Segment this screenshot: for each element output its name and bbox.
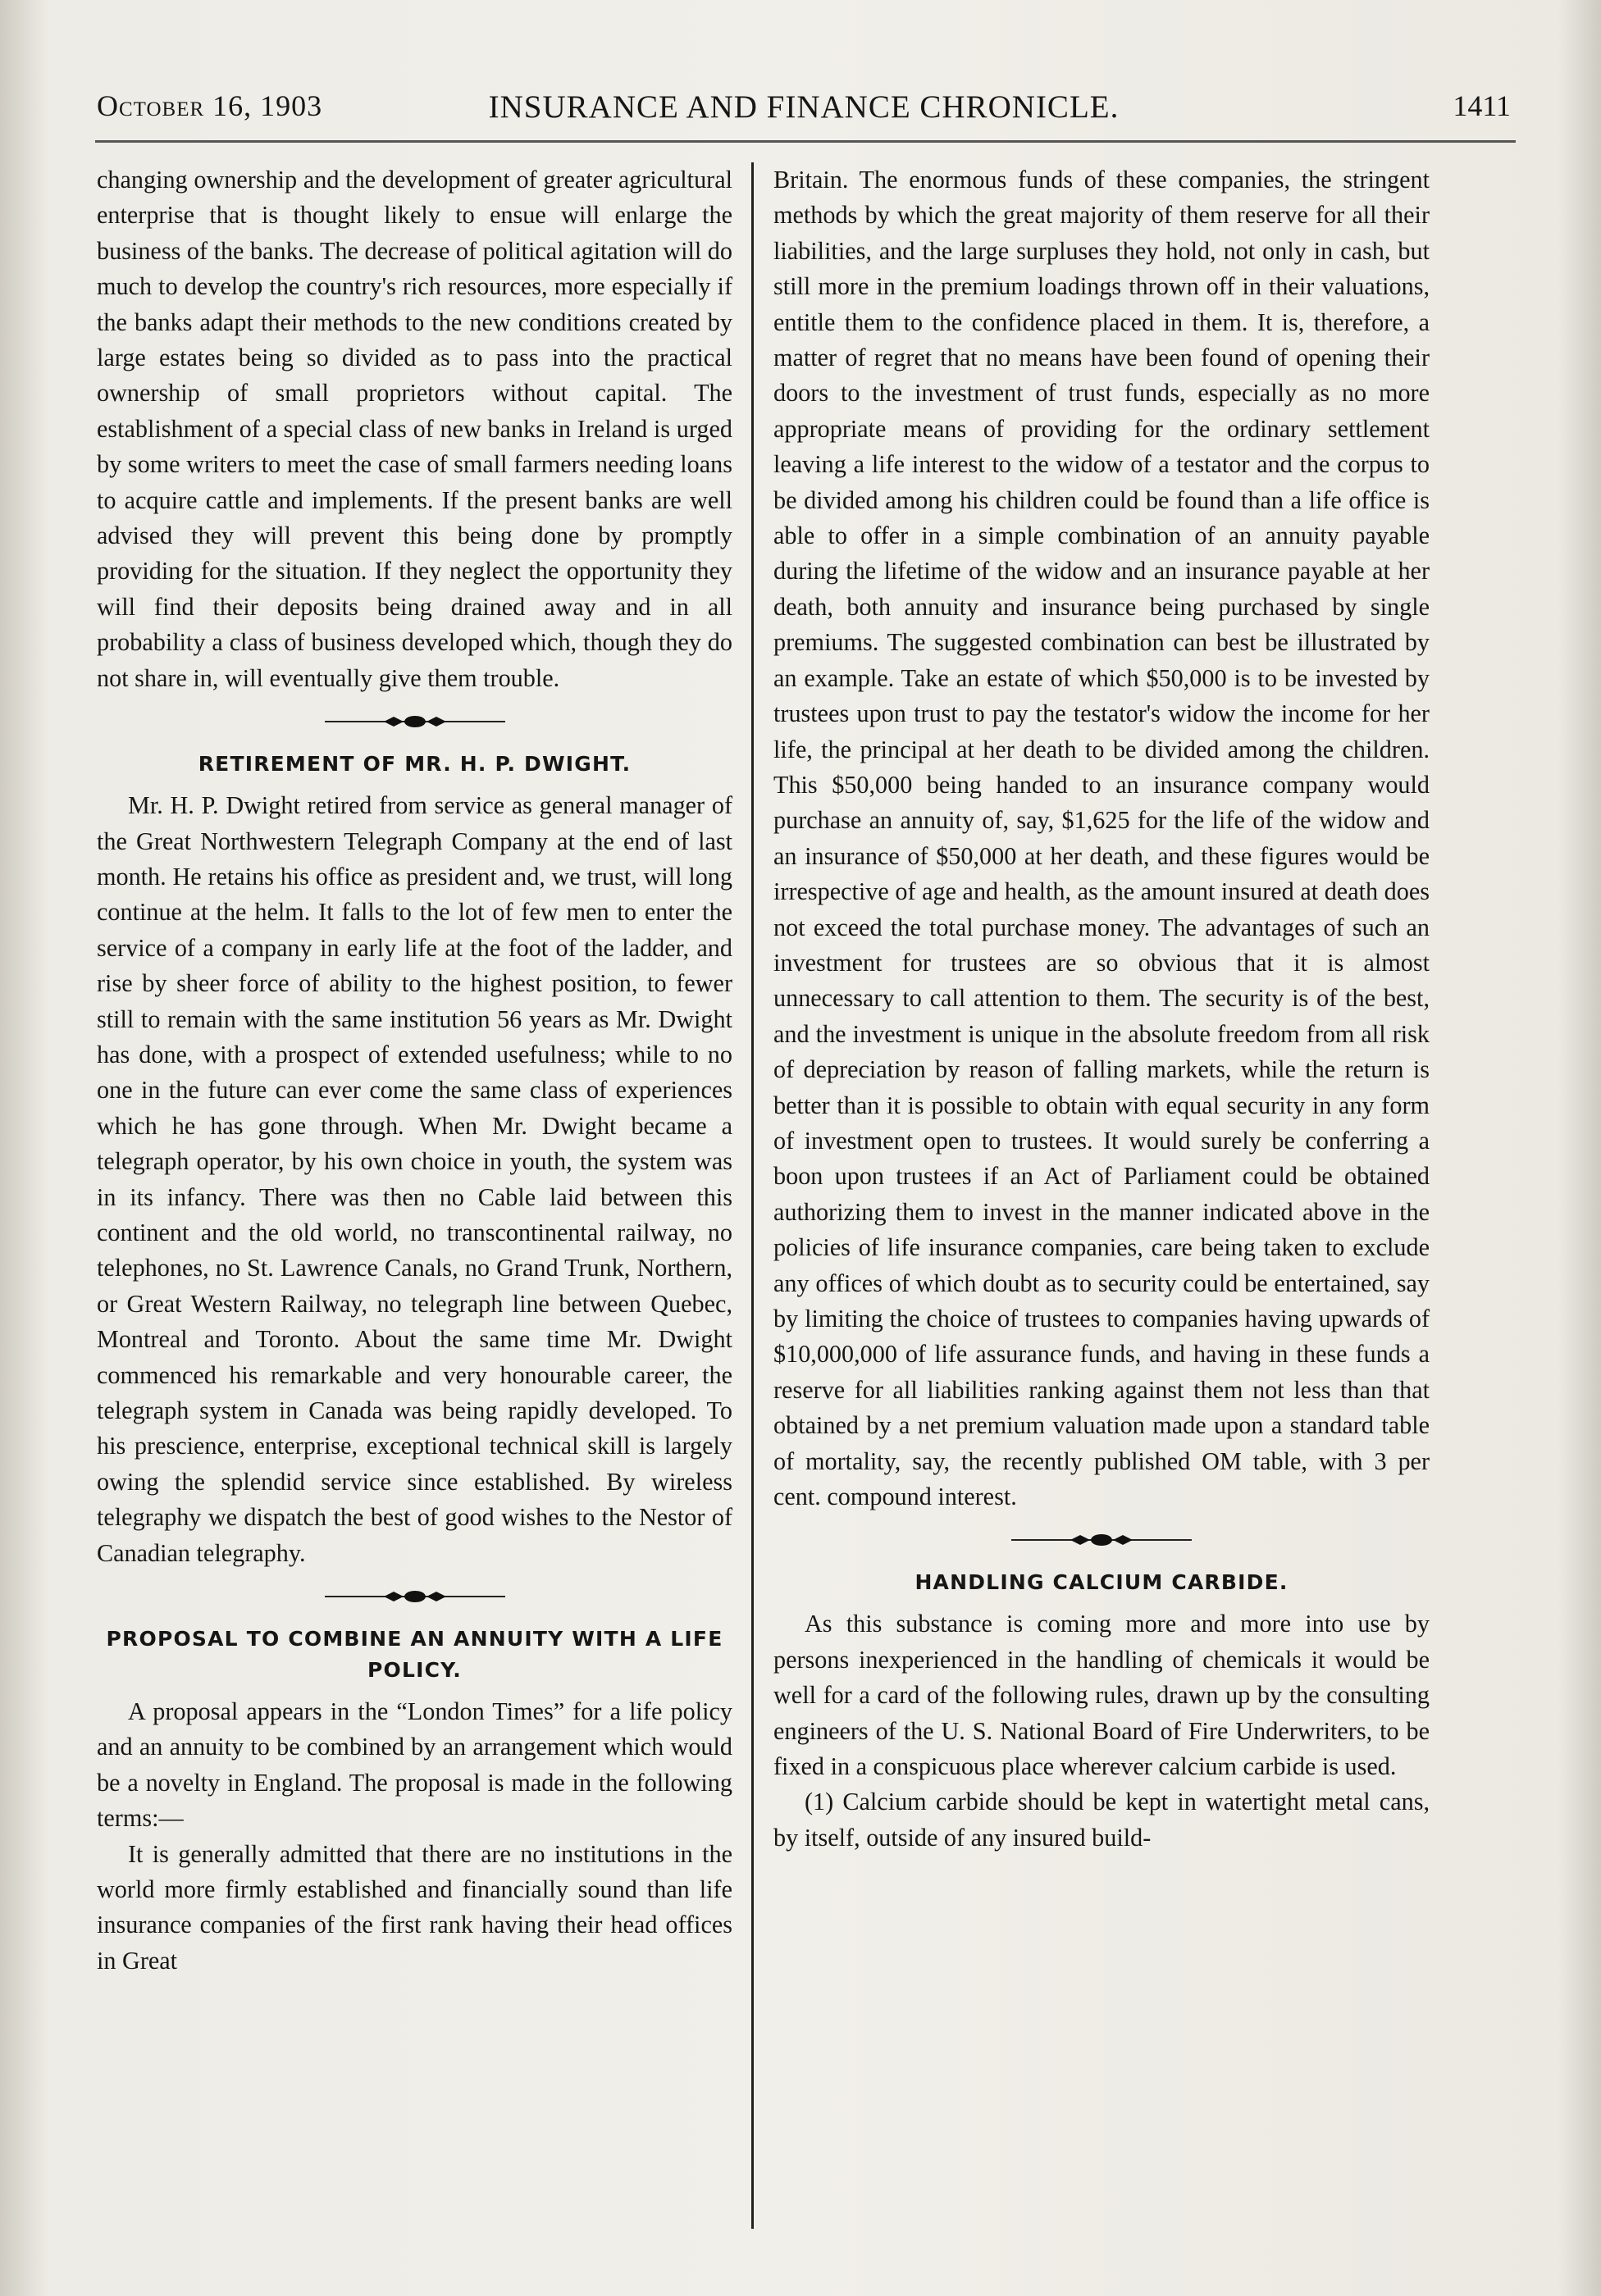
calcium-carbide-rule-1: (1) Calcium carbide should be kept in watertight metal cans, by itself, outside of any insured build- [773,1788,1430,1852]
page-number: 1411 [1453,89,1511,122]
proposal-article-intro: A proposal appears in the “London Times” for a life policy and an annuity to be combined by an arrangement which would be a novelty in England. The proposal is made in the following terms:— [97,1697,732,1833]
section-ornament-icon [325,1589,505,1604]
issue-date: October 16, 1903 [97,89,323,122]
left-column [97,162,732,1979]
column-divider [751,162,754,2229]
dwight-article-title: RETIREMENT OF MR. H. P. DWIGHT. [198,752,632,777]
page-header [97,89,1511,138]
calcium-carbide-intro: As this substance is coming more and more into use by persons inexperienced in the handling of chemicals it would be well for a card of the following rules, drawn up by the consulting engineers of the U. S. National Board of Fire Underwriters, to be fixed in a conspicuous place wherever calcium carbide is used. [773,1610,1430,1781]
irish-banks-paragraph: changing ownership and the development of greater agricultural enterprise that is thought likely to ensue will enlarge the business of the banks. The decrease of political agitation will do much to develop the country's rich resources, more especially if the banks adapt their methods to the new conditions created by large estates being so divided as to pass into the practical ownership of small proprietors without capital. The establishment of a special class of new banks in Ireland is urged by some writers to meet the case of small farmers needing loans to acquire cattle and implements. If the present banks are well advised they will prevent this being done by promptly providing for the situation. If they neglect the opportunity they will find their deposits being drained away and in all probability a class of business developed which, though they do not share in, will eventually give them trouble. [97,166,732,692]
publication-title: INSURANCE AND FINANCE CHRONICLE. [488,89,1120,125]
calcium-carbide-title: HANDLING CALCIUM CARBIDE. [915,1570,1289,1595]
header-rule [95,140,1516,143]
section-ornament-icon [325,714,505,729]
proposal-article-title: PROPOSAL TO COMBINE AN ANNUITY WITH A LIFE POLICY. [106,1627,723,1683]
proposal-article-quote-continued: Britain. The enormous funds of these companies, the stringent methods by which the great majority of them reserve for all their liabilities, and the large surpluses they hold, not only in cash, but still more in the premium loadings thrown off in their valuations, entitle them to the confidence placed in them. It is, therefore, a matter of regret that no means have been found of opening their doors to the investment of trust funds, especially as no more appropriate means of providing for the ordinary settlement leaving a life interest to the widow of a testator and the corpus to be divided among his children could be found than a life office is able to offer in a simple combination of an annuity payable during the lifetime of the widow and an insurance payable at her death, both annuity and insurance being purchased by single premiums. The suggested combination can best be illustrated by an example. Take an estate of which $50,000 is to be invested by trustees upon trust to pay the testator's widow the income for her life, the principal at her death to be divided among the children. This $50,000 being handed to an insurance company would purchase an annuity of, say, $1,625 for the life of the widow and an insurance of $50,000 at her death, and these figures would be irrespective of age and health, as the amount insured at death does not exceed the total purchase money. The advantages of such an investment for trustees are so obvious that it is almost unnecessary to call attention to them. The security is of the best, and the investment is unique in the absolute freedom from all risk of depreciation by reason of falling markets, while the return is better than it is possible to obtain with equal security in any form of investment open to trustees. It would surely be conferring a boon upon trustees if an Act of Parliament could be obtained authorizing them to invest in the manner indicated above in the policies of life insurance companies, care being taken to exclude any offices of which doubt as to security could be entertained, say by limiting the choice of trustees to companies having upwards of $10,000,000 of life assurance funds, and having in these funds a reserve for all liabilities ranking against them not less than that obtained by a net premium valuation made upon a standard table of mortality, say, the recently published OM table, with 3 per cent. compound interest. [773,166,1430,1511]
proposal-article-quote-start: It is generally admitted that there are no institutions in the world more firmly established and financially sound than life insurance companies of the first rank having their head offices in Great [97,1839,732,1975]
dwight-article-body: Mr. H. P. Dwight retired from service as general manager of the Great Northwestern Telegraph Company at the end of last month. He retains his office as president and, we trust, will long continue at the helm. It falls to the lot of few men to enter the service of a company in early life at the foot of the ladder, and rise by sheer force of ability to the highest position, to fewer still to remain with the same institution 56 years as Mr. Dwight has done, with a prospect of extended usefulness; while to no one in the future can ever come the same class of experiences which he has gone through. When Mr. Dwight became a telegraph operator, by his own choice in youth, the system was in its infancy. There was then no Cable laid between this continent and the old world, no transcontinental railway, no telephones, no St. Lawrence Canals, no Grand Trunk, Northern, or Great Western Railway, no telegraph line between Quebec, Montreal and Toronto. About the same time Mr. Dwight commenced his remarkable and very honourable career, the telegraph system in Canada was being rapidly developed. To his prescience, enterprise, exceptional technical skill is largely owing the splendid service since established. By wireless telegraphy we dispatch the best of good wishes to the Nestor of Canadian telegraphy. [97,791,732,1567]
section-ornament-icon [1011,1533,1192,1547]
right-column [773,162,1430,1856]
